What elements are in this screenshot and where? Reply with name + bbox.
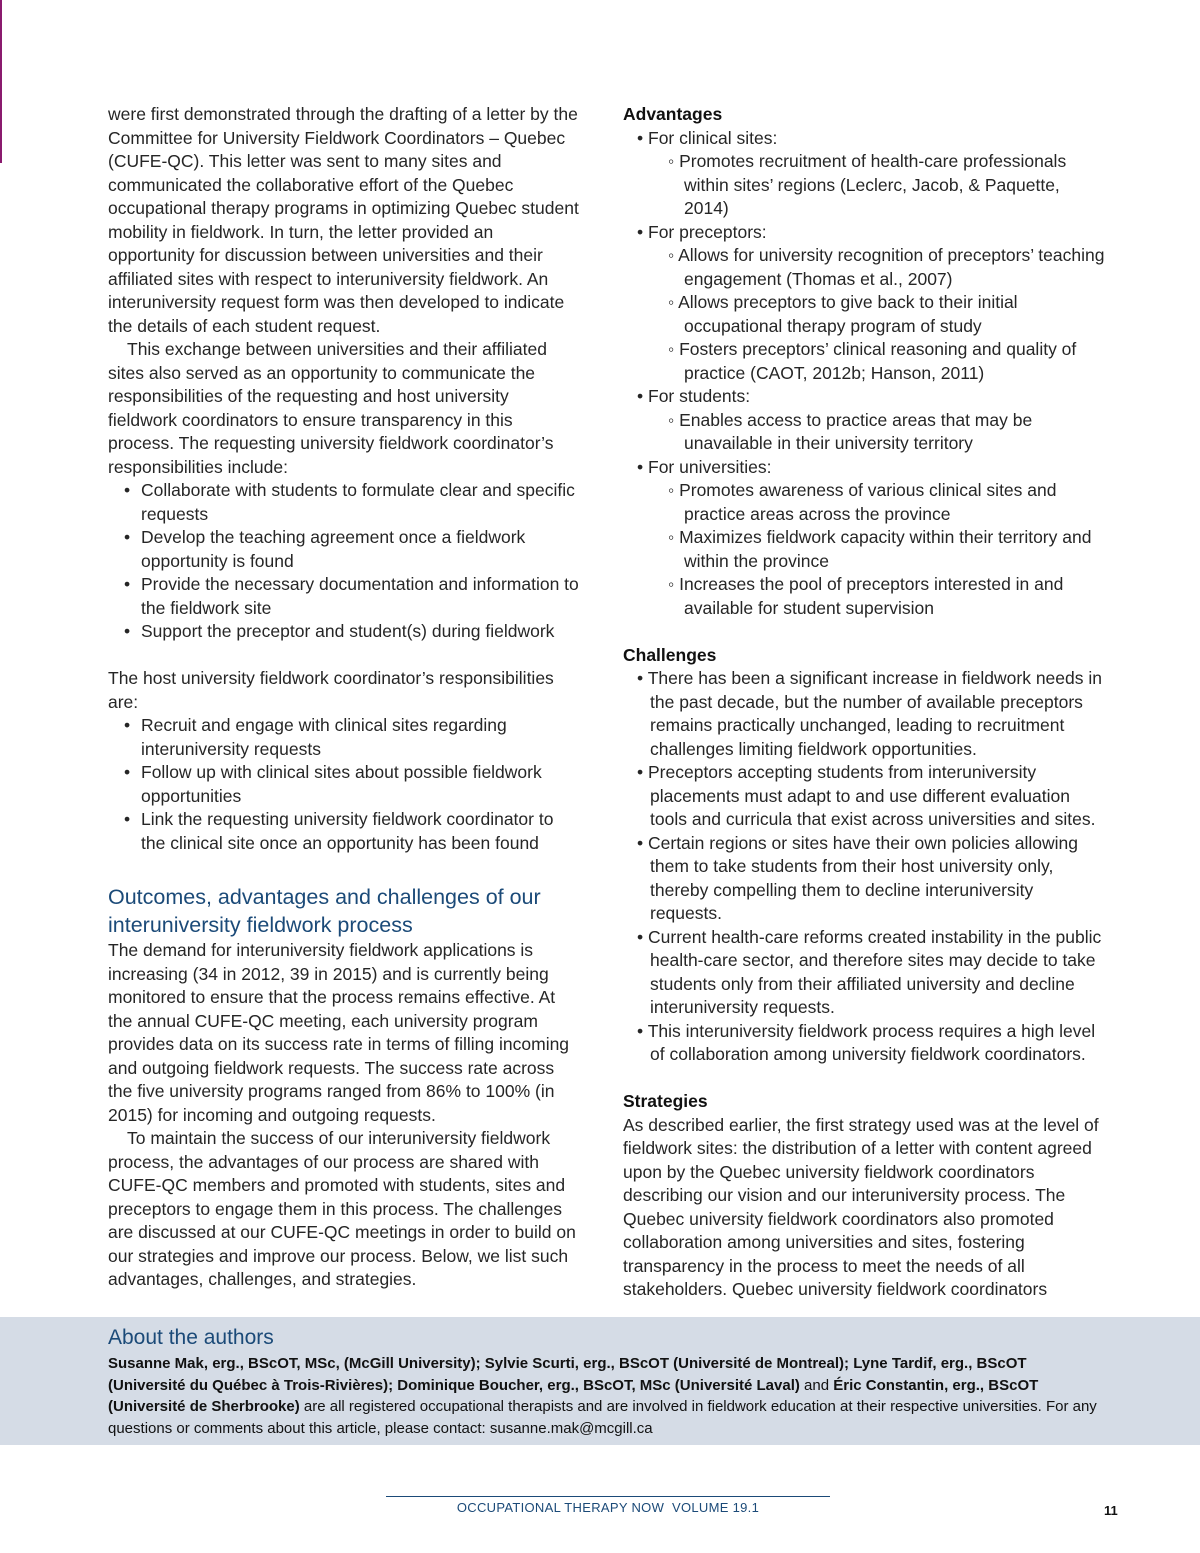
list-item: ◦ Fosters preceptors’ clinical reasoning and quality of practice (CAOT, 2012b; Hanson, 2011) <box>623 338 1108 385</box>
exchange-paragraph: This exchange between universities and their affiliated sites also served as an opportunity to communicate the responsibilities of the requesting and host university fieldwork coordinators to ensure transparency in this process. The requesting university fieldwork coordinator’s responsibilities include: <box>108 339 554 477</box>
spacer <box>623 1067 1108 1091</box>
volume-label: VOLUME 19.1 <box>672 1500 760 1515</box>
requesting-responsibilities-list <box>108 479 580 644</box>
list-item: • Link the requesting university fieldwork coordinator to the clinical site once an opportunity has been found <box>141 808 580 855</box>
intro-paragraph: were first demonstrated through the drafting of a letter by the Committee for University Fieldwork Coordinators – Quebec (CUFE-QC). This letter was sent to many sites and communicated the collaborative effort of the Quebec occupational therapy programs in optimizing Quebec student mobility in fieldwork. In turn, the letter provided an opportunity for discussion between universities and their affiliated sites with respect to interuniversity fieldwork. An interuniversity request form was then developed to indicate the details of each student request. <box>108 104 579 336</box>
list-item: • Preceptors accepting students from interuniversity placements must adapt to and use different evaluation tools and curricula that exist across universities and sites. <box>623 761 1108 832</box>
demand-paragraph: The demand for interuniversity fieldwork applications is increasing (34 in 2012, 39 in 2015) and is currently being monitored to ensure that the process remains effective. At the annual CUFE-QC meeting, each university program provides data on its success rate in terms of filling incoming and outgoing fieldwork requests. The success rate across the five university programs ranged from 86% to 100% (in 2015) for incoming and outgoing requests. <box>108 940 570 1125</box>
about-text <box>108 1353 1098 1439</box>
advantages-heading: Advantages <box>623 104 723 124</box>
list-item: • Current health-care reforms created instability in the public health-care sector, and therefore sites may decide to take students only from their affiliated university and decline interuniversity requests. <box>623 926 1108 1020</box>
list-item: • Follow up with clinical sites about possible fieldwork opportunities <box>141 761 580 808</box>
footer-journal <box>386 1500 830 1515</box>
universities-label: • For universities: <box>623 456 1108 480</box>
clinical-sites-label: • For clinical sites: <box>623 127 1108 151</box>
list-item: ◦ Maximizes fieldwork capacity within their territory and within the province <box>623 526 1108 573</box>
list-item: ◦ Enables access to practice areas that may be unavailable in their university territory <box>623 409 1108 456</box>
section-heading: Outcomes, advantages and challenges of our interuniversity fieldwork process <box>108 885 541 937</box>
spacer <box>623 620 1108 644</box>
list-item: ◦ Allows preceptors to give back to their initial occupational therapy program of study <box>623 291 1108 338</box>
maintain-paragraph: To maintain the success of our interuniversity fieldwork process, the advantages of our process are shared with CUFE-QC members and promoted with students, sites and preceptors to engage them in this process. The challenges are discussed at our CUFE-QC meetings in order to build on our strategies and improve our process. Below, we list such advantages, challenges, and strategies. <box>108 1128 576 1289</box>
preceptors-label: • For preceptors: <box>623 221 1108 245</box>
list-item: • Collaborate with students to formulate clear and specific requests <box>141 479 580 526</box>
authors-names-last: Éric Constantin, erg., BScOT (Université de Sherbrooke) <box>108 1376 1039 1415</box>
host-responsibilities-list <box>108 714 580 855</box>
challenges-heading: Challenges <box>623 644 717 665</box>
spacer <box>108 644 580 668</box>
strategies-paragraph: As described earlier, the first strategy used was at the level of fieldwork sites: the distribution of a letter with content agreed upon by the Quebec university fieldwork coordinators describing our vision and our interuniversity process. The Quebec university fieldwork coordinators also promoted collaboration among universities and sites, fostering transparency in the process to meet the needs of all stakeholders. Quebec university fieldwork coordinators <box>623 1114 1099 1299</box>
list-item: ◦ Increases the pool of preceptors interested in and available for student supervision <box>623 573 1108 620</box>
host-intro: The host university fieldwork coordinator’s responsibilities are: <box>108 668 554 712</box>
list-item: • There has been a significant increase in fieldwork needs in the past decade, but the number of available preceptors remains practically unchanged, leading to recruitment challenges limiting fieldwork opportunities. <box>623 667 1108 761</box>
list-item: ◦ Allows for university recognition of preceptors’ teaching engagement (Thomas et al., 2007) <box>623 244 1108 291</box>
list-item: • Develop the teaching agreement once a fieldwork opportunity is found <box>141 526 580 573</box>
list-item: • Support the preceptor and student(s) during fieldwork <box>141 620 580 644</box>
list-item: • Certain regions or sites have their own policies allowing them to take students from their host university only, thereby compelling them to decline interuniversity requests. <box>623 832 1108 926</box>
list-item: ◦ Promotes recruitment of health-care professionals within sites’ regions (Leclerc, Jacob, & Paquette, 2014) <box>623 150 1108 221</box>
list-item: • Provide the necessary documentation and information to the fieldwork site <box>141 573 580 620</box>
page-edge-mark <box>0 0 2 163</box>
about-rest: are all registered occupational therapists and are involved in fieldwork education at their respective universities. For any questions or comments about this article, please contact: susanne.mak@mcgill.ca <box>108 1398 1097 1437</box>
authors-names: Susanne Mak, erg., BScOT, MSc, (McGill University); Sylvie Scurti, erg., BScOT (Université de Montreal); Lyne Tardif, erg., BScOT (Université du Québec à Trois-Rivières); Dominique Boucher, erg., BScOT, MSc (Université Laval) <box>108 1355 1027 1394</box>
about-authors-box <box>0 1317 1200 1445</box>
and-word: and <box>804 1376 830 1394</box>
list-item: ◦ Promotes awareness of various clinical sites and practice areas across the province <box>623 479 1108 526</box>
strategies-heading: Strategies <box>623 1091 708 1111</box>
students-label: • For students: <box>623 385 1108 409</box>
left-column <box>108 103 580 1292</box>
right-column <box>623 103 1108 1302</box>
about-title: About the authors <box>108 1326 274 1349</box>
footer-rule <box>386 1496 830 1497</box>
journal-name: OCCUPATIONAL THERAPY NOW <box>456 1500 665 1515</box>
page-number: 11 <box>1104 1503 1118 1518</box>
list-item: • This interuniversity fieldwork process requires a high level of collaboration among university fieldwork coordinators. <box>623 1020 1108 1067</box>
list-item: • Recruit and engage with clinical sites regarding interuniversity requests <box>141 714 580 761</box>
